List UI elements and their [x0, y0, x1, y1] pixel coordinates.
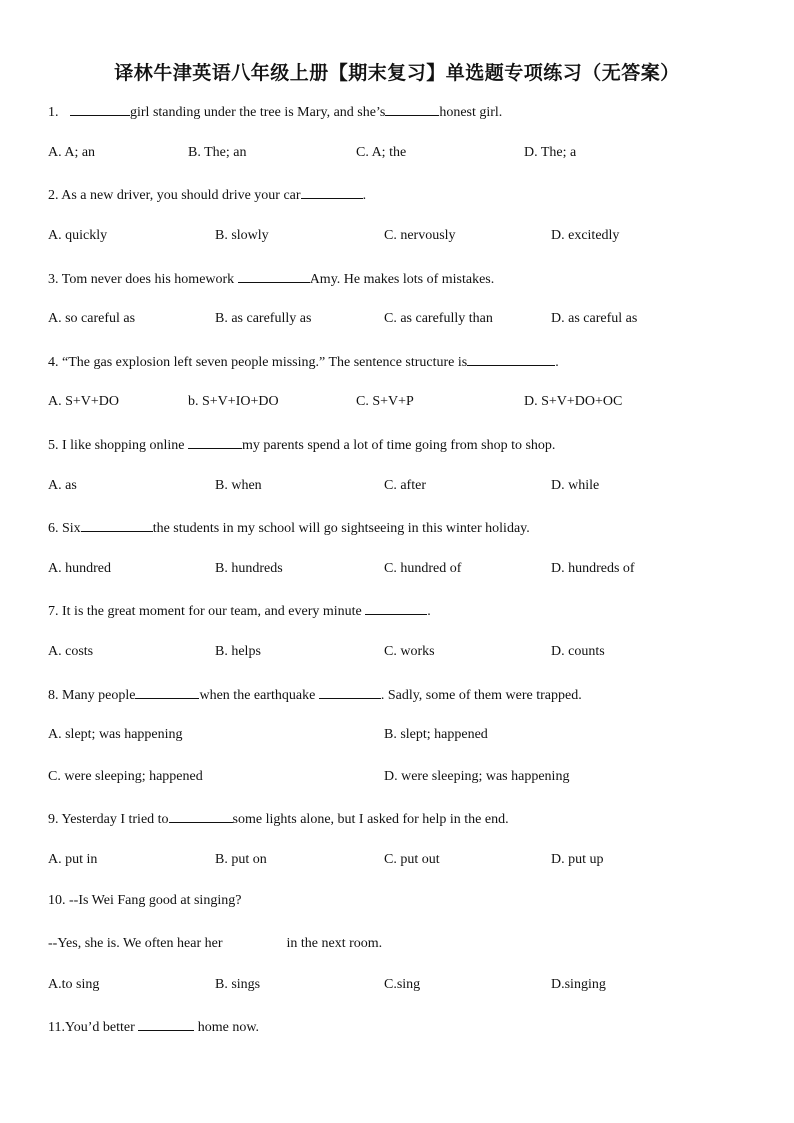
- question-text: “The gas explosion left seven people missing.” The sentence structure is: [62, 355, 468, 370]
- options-3: [48, 310, 748, 328]
- question-number: 11.: [48, 1020, 65, 1035]
- option-d: D. as careful as: [551, 311, 638, 326]
- option-d: D. counts: [551, 644, 605, 659]
- options-1: [48, 144, 748, 162]
- option-d: D. while: [551, 478, 600, 493]
- option-a: A. slept; was happening: [48, 727, 183, 742]
- options-7: [48, 643, 748, 661]
- option-c: C. were sleeping; happened: [48, 769, 203, 784]
- answer-blank: [467, 352, 555, 366]
- option-c: C. nervously: [384, 228, 456, 243]
- option-a: A. as: [48, 478, 77, 493]
- option-d: D.singing: [551, 977, 606, 992]
- question-10-line-2: [48, 934, 382, 953]
- answer-blank: [301, 185, 363, 199]
- option-b: B. when: [215, 478, 262, 493]
- option-b: B. slowly: [215, 228, 269, 243]
- question-text: .: [362, 188, 367, 203]
- option-a: A.to sing: [48, 977, 100, 992]
- option-d: D. put up: [551, 852, 604, 867]
- question-text: It is the great moment for our team, and every minute: [62, 604, 362, 619]
- option-a: A. A; an: [48, 145, 96, 160]
- options-4: [48, 393, 748, 411]
- option-c: C. hundred of: [384, 561, 462, 576]
- option-a: A. S+V+DO: [48, 394, 120, 409]
- question-text: As a new driver, you should drive your car: [61, 188, 301, 203]
- question-1: [48, 102, 502, 122]
- answer-blank: [138, 1017, 194, 1031]
- question-number: 8.: [48, 688, 59, 703]
- option-a: A. so careful as: [48, 311, 136, 326]
- question-number: 10.: [48, 893, 66, 908]
- question-text: You’d better: [64, 1020, 135, 1035]
- question-text: when the earthquake: [199, 688, 316, 703]
- question-number: 9.: [48, 812, 59, 827]
- option-c: C.sing: [384, 977, 421, 992]
- options-2: [48, 227, 748, 245]
- question-text: .: [427, 604, 431, 619]
- question-11: [48, 1017, 259, 1037]
- question-text: Yesterday I tried to: [61, 812, 169, 827]
- question-text: Tom never does his homework: [61, 272, 235, 287]
- options-9: [48, 851, 748, 869]
- question-text: in the next room.: [286, 936, 383, 951]
- option-c: C. as carefully than: [384, 311, 493, 326]
- answer-blank: [365, 601, 427, 615]
- question-number: 1.: [48, 105, 59, 120]
- options-8b: [48, 768, 748, 786]
- option-c: C. put out: [384, 852, 440, 867]
- option-b: B. helps: [215, 644, 261, 659]
- question-2: [48, 185, 366, 205]
- question-text: .: [555, 355, 559, 370]
- option-a: A. quickly: [48, 228, 108, 243]
- option-d: D. excitedly: [551, 228, 620, 243]
- question-9: [48, 809, 509, 829]
- question-text: some lights alone, but I asked for help in the end.: [232, 812, 509, 827]
- question-number: 7.: [48, 604, 59, 619]
- answer-blank: [385, 102, 439, 116]
- option-c: C. S+V+P: [356, 394, 414, 409]
- answer-blank: [238, 269, 310, 283]
- question-3: [48, 269, 494, 289]
- question-8: [48, 685, 582, 705]
- option-b: B. hundreds: [215, 561, 283, 576]
- options-8a: [48, 726, 748, 744]
- answer-blank: [169, 809, 233, 823]
- answer-blank: [222, 934, 286, 947]
- question-text: girl standing under the tree is Mary, and she’s: [130, 105, 386, 120]
- question-text: . Sadly, some of them were trapped.: [380, 688, 582, 703]
- option-b: B. The; an: [188, 145, 247, 160]
- option-a: A. costs: [48, 644, 94, 659]
- option-b: B. put on: [215, 852, 267, 867]
- option-c: C. after: [384, 478, 426, 493]
- question-text: my parents spend a lot of time going from shop to shop.: [242, 438, 556, 453]
- options-6: [48, 560, 748, 578]
- question-10: [48, 892, 241, 910]
- question-number: 2.: [48, 188, 59, 203]
- option-d: D. hundreds of: [551, 561, 635, 576]
- answer-blank: [135, 685, 199, 699]
- option-d: D. were sleeping; was happening: [384, 769, 570, 784]
- option-a: A. hundred: [48, 561, 111, 576]
- answer-blank: [188, 435, 242, 449]
- option-d: D. S+V+DO+OC: [524, 394, 623, 409]
- question-number: 5.: [48, 438, 59, 453]
- option-b: b. S+V+IO+DO: [188, 394, 279, 409]
- question-7: [48, 601, 431, 621]
- answer-blank: [70, 102, 130, 116]
- question-6: [48, 518, 530, 538]
- option-b: B. slept; happened: [384, 727, 488, 742]
- question-5: [48, 435, 555, 455]
- answer-blank: [319, 685, 381, 699]
- question-text: the students in my school will go sightseeing in this winter holiday.: [152, 521, 530, 536]
- question-number: 4.: [48, 355, 59, 370]
- page-title: 译林牛津英语八年级上册【期末复习】单选题专项练习（无答案）: [114, 62, 680, 84]
- question-text: --Yes, she is. We often hear her: [48, 936, 223, 951]
- question-text: --Is Wei Fang good at singing?: [69, 893, 242, 908]
- option-a: A. put in: [48, 852, 98, 867]
- question-text: home now.: [197, 1020, 260, 1035]
- question-text: honest girl.: [439, 105, 503, 120]
- question-text: Many people: [62, 688, 136, 703]
- question-number: 6.: [48, 521, 59, 536]
- option-c: C. A; the: [356, 145, 407, 160]
- question-text: I like shopping online: [62, 438, 185, 453]
- question-4: [48, 352, 559, 372]
- option-c: C. works: [384, 644, 435, 659]
- question-number: 3.: [48, 272, 59, 287]
- options-10: [48, 976, 748, 994]
- option-b: B. sings: [215, 977, 261, 992]
- question-text: Amy. He makes lots of mistakes.: [309, 272, 495, 287]
- option-d: D. The; a: [524, 145, 577, 160]
- option-b: B. as carefully as: [215, 311, 312, 326]
- answer-blank: [81, 518, 153, 532]
- question-text: Six: [62, 521, 81, 536]
- options-5: [48, 477, 748, 495]
